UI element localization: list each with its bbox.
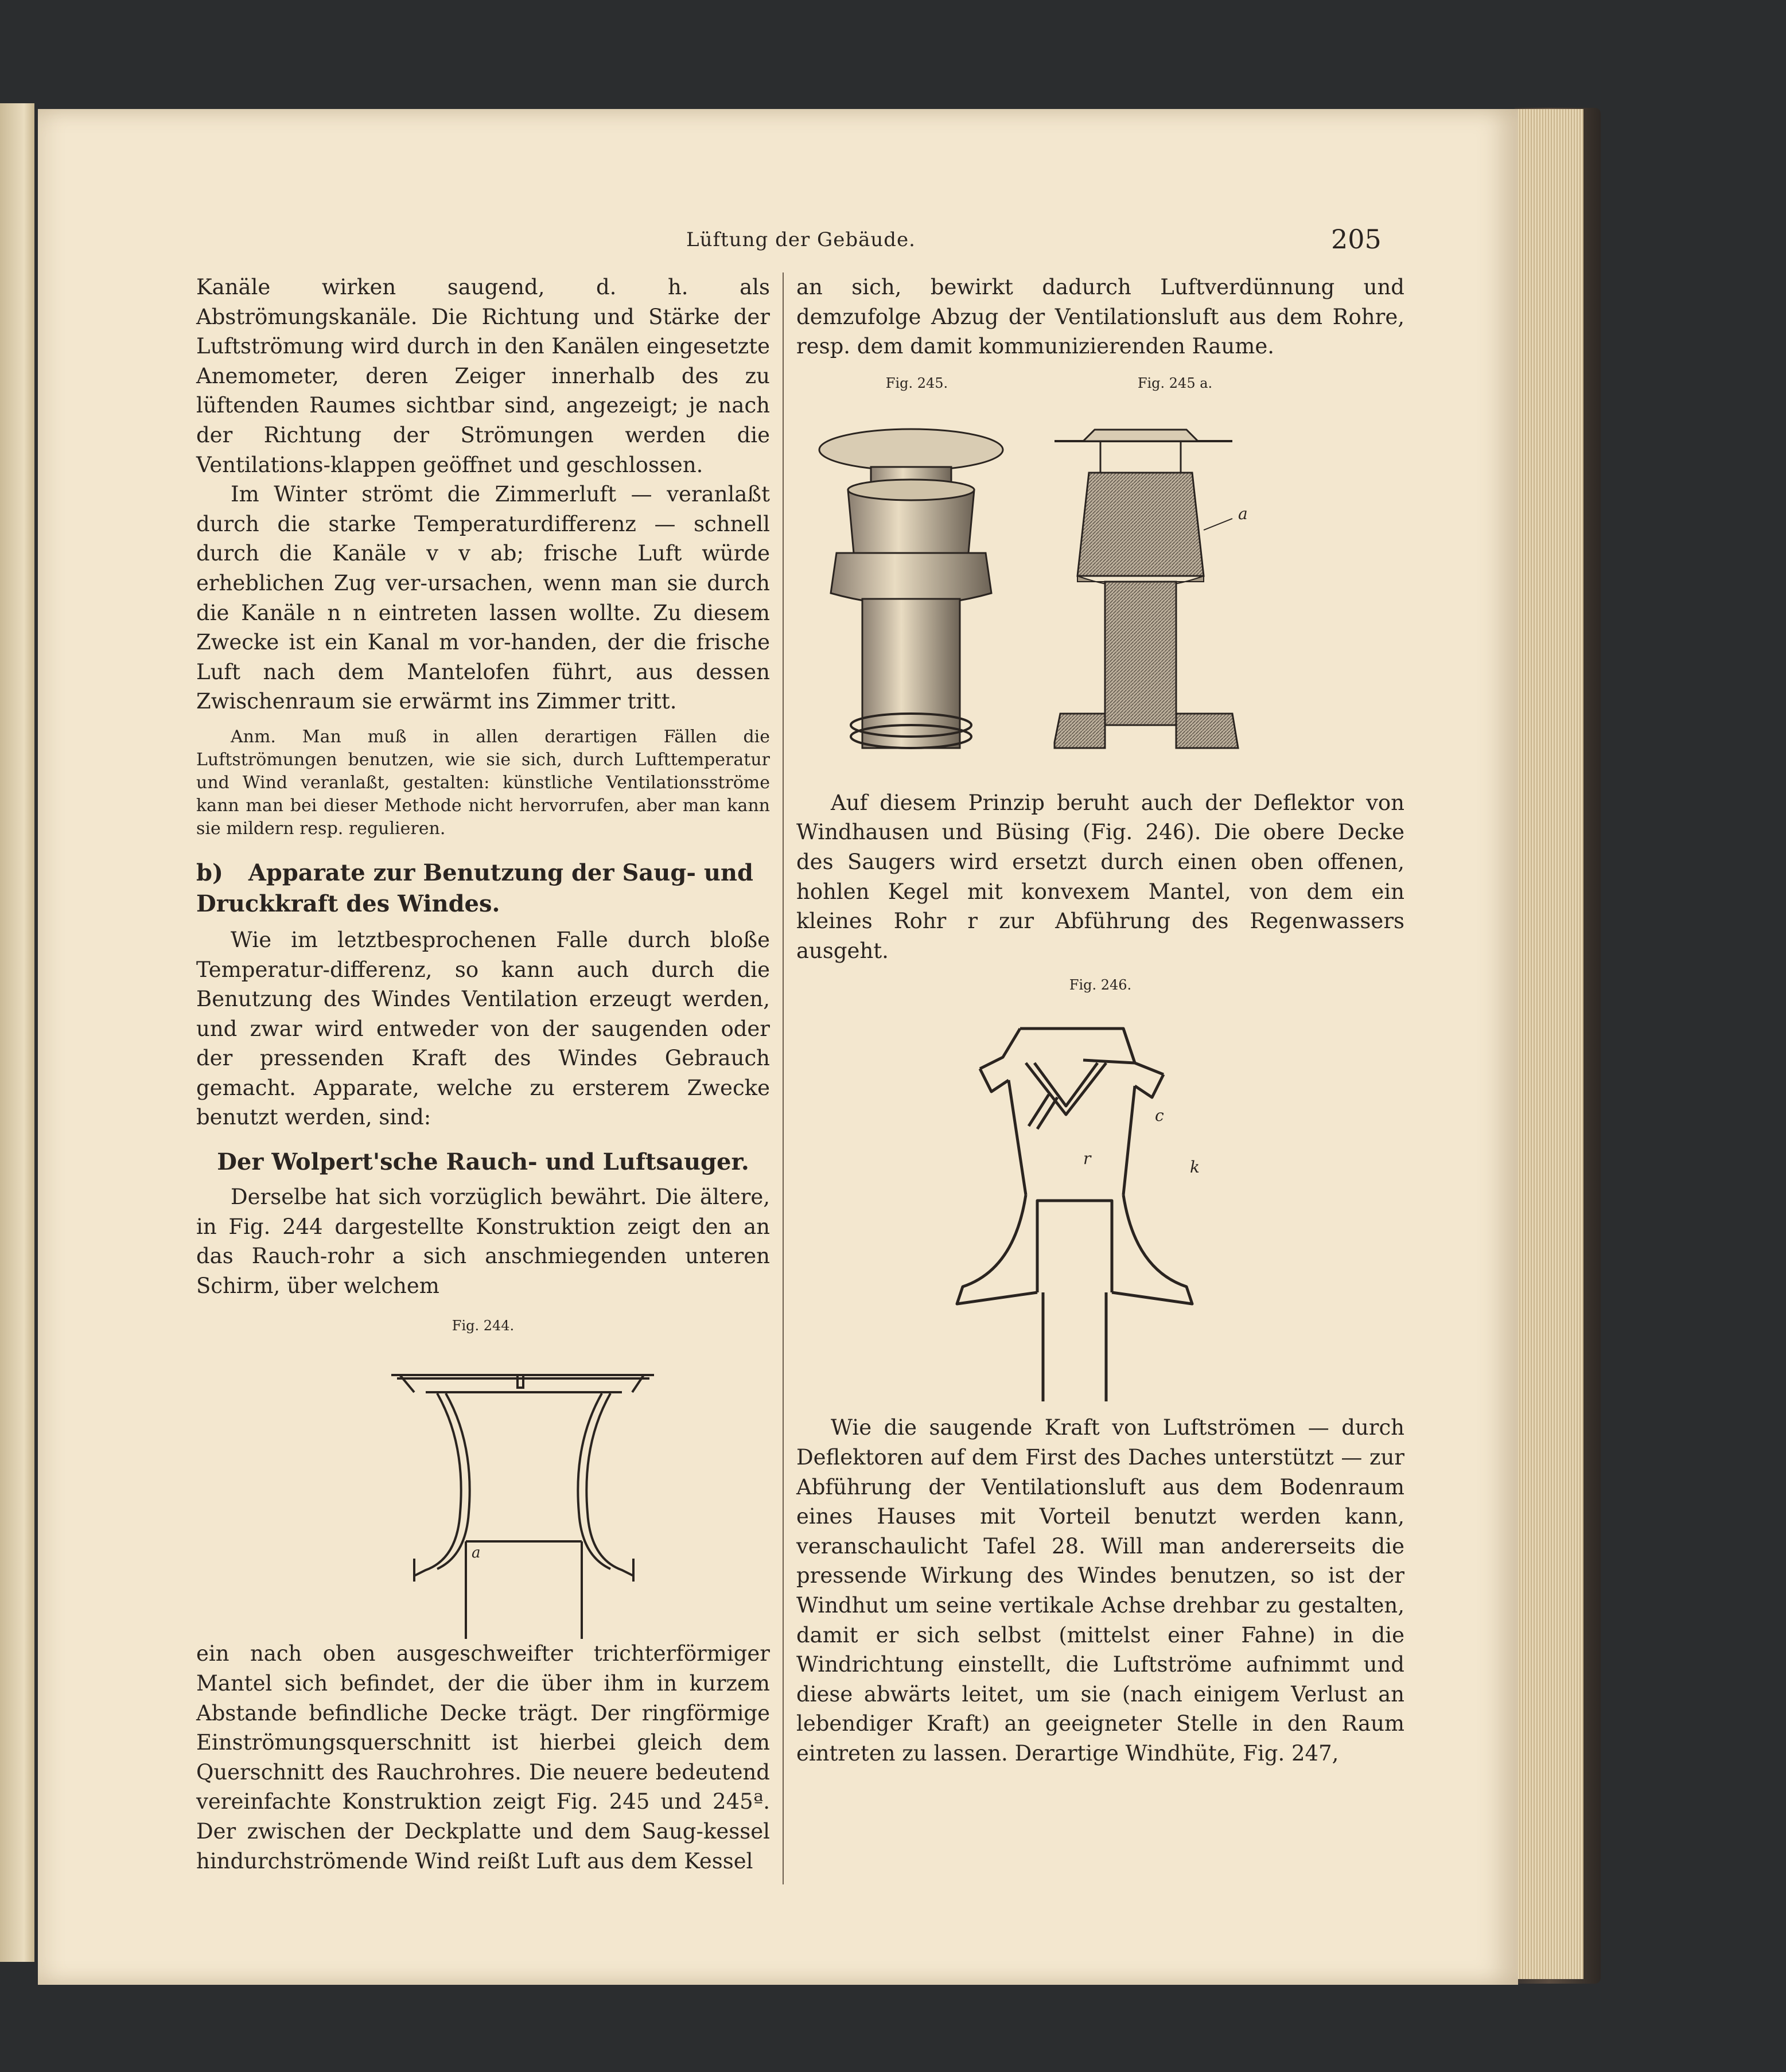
- figure-label: r: [1083, 1149, 1091, 1169]
- figure-label: a: [472, 1544, 481, 1562]
- paragraph: Derselbe hat sich vorzüglich bewährt. Die ältere, in Fig. 244 dargestellte Konstruktion zeigt den an das Rauch-rohr a sich anschmiegenden unteren Schirm, über welchem: [196, 1185, 770, 1298]
- column-divider: [783, 272, 784, 1884]
- figure-caption: Fig. 244.: [452, 1318, 515, 1334]
- figure-244-drawing: [196, 1341, 770, 1639]
- paragraph: Wie die saugende Kraft von Luftströmen — durch Deflektoren auf dem First des Daches unterstützt — zur Abführung der Ventilationsluft aus dem Bodenraum eines Hauses mit Vorteil benutzt werden kann, veranschaulicht Tafel 28. Will man andererseits die pressende Wirkung des Windes benutzen, so ist der Windhut um seine vertikale Achse drehbar zu gestalten, damit er sich selbst (mittelst einer Fahne) in die Windrichtung einstellt, die Luftströme aufnimmt und diese abwärts leitet, um sie (nach einigem Verlust an lebendiger Kraft) an geeigneter Stelle in den Raum eintreten zu lassen. Derartige Windhüte, Fig. 247,: [796, 1415, 1404, 1766]
- figure-label: c: [1155, 1106, 1164, 1125]
- paragraph: Im Winter strömt die Zimmerluft — veranlaßt durch die starke Temperaturdifferenz — schnell durch die Kanäle v v ab; frische Luft würde erheblichen Zug ver-ursachen, wenn man sie durch die Kanäle n n eintreten lassen wollte. Zu diesem Zwecke ist ein Kanal m vor-handen, der die frische Luft nach dem Mantelofen führt, aus dessen Zwischenraum sie erwärmt ins Zimmer tritt.: [196, 482, 770, 714]
- right-column: [796, 272, 1404, 1768]
- footnote: Anm. Man muß in allen derartigen Fällen die Luftströmungen benutzen, wie sie sich, durch Lufttemperatur und Wind veranlaßt, gestalten: künstliche Ventilationsströme kann man bei dieser Methode nicht hervorrufen, aber man kann sie mildern resp. regulieren.: [196, 726, 770, 839]
- paragraph: ein nach oben ausgeschweifter trichterförmiger Mantel sich befindet, der die über ihm in kurzem Abstande befindliche Decke trägt. Der ringförmige Einströmungsquerschnitt ist hierbei gleich dem Querschnitt des Rauchrohres. Die neuere bedeutend vereinfachte Konstruktion zeigt Fig. 245 und 245ª. Der zwischen der Deckplatte und dem Saug-kessel hindurchströmende Wind reißt Luft aus dem Kessel: [196, 1641, 770, 1874]
- page-stack-edge: [1515, 109, 1583, 1979]
- page-number: 205: [1331, 224, 1382, 255]
- figure-246-drawing: [796, 1006, 1404, 1407]
- figures-245: [796, 375, 1404, 788]
- page-header: [38, 224, 1518, 263]
- paragraph: Kanäle wirken saugend, d. h. als Abströmungskanäle. Die Richtung und Stärke der Luftströmung wird durch in den Kanälen eingesetzte Anemometer, deren Zeiger innerhalb des zu lüftenden Raumes sichtbar sind, angezeigt; je nach der Richtung der Strömungen werden die Ventilations-klappen geöffnet und geschlossen.: [196, 275, 770, 477]
- paragraph: Auf diesem Prinzip beruht auch der Deflektor von Windhausen und Büsing (Fig. 246). Die obere Decke des Saugers wird ersetzt durch einen oben offenen, hohlen Kegel mit konvexem Mantel, von dem ein kleines Rohr r zur Abführung des Regenwassers ausgeht.: [796, 790, 1404, 963]
- figure-245-drawings: [796, 404, 1404, 782]
- subheading: Der Wolpert'sche Rauch- und Luftsauger.: [217, 1148, 749, 1176]
- running-head: Lüftung der Gebäude.: [686, 228, 916, 251]
- paragraph: Wie im letztbesprochenen Falle durch bloße Temperatur-differenz, so kann auch durch die Benutzung des Windes Ventilation erzeugt werden, und zwar wird entweder von der saugenden oder der pressenden Kraft des Windes Gebrauch gemacht. Apparate, welche zu ersterem Zwecke benutzt werden, sind:: [196, 927, 770, 1130]
- figure-246: [796, 977, 1404, 1413]
- figure-caption: Fig. 245 a.: [1137, 375, 1213, 391]
- left-column: [196, 272, 770, 1876]
- section-heading: [196, 858, 770, 920]
- figure-244: [196, 1318, 770, 1639]
- figure-label: a: [1238, 504, 1248, 523]
- book-page: [38, 109, 1518, 1985]
- figure-label: k: [1190, 1158, 1200, 1177]
- paragraph: an sich, bewirkt dadurch Luftverdünnung und demzufolge Abzug der Ventilationsluft aus dem Rohre, resp. dem damit kommunizierenden Raume.: [796, 275, 1404, 359]
- section-label: b): [196, 859, 223, 886]
- section-title: Apparate zur Benutzung der Saug- und Druckkraft des Windes.: [196, 859, 753, 917]
- figure-caption: Fig. 246.: [1069, 977, 1132, 994]
- facing-page-edge: [0, 103, 34, 1962]
- figure-caption: Fig. 245.: [885, 375, 948, 391]
